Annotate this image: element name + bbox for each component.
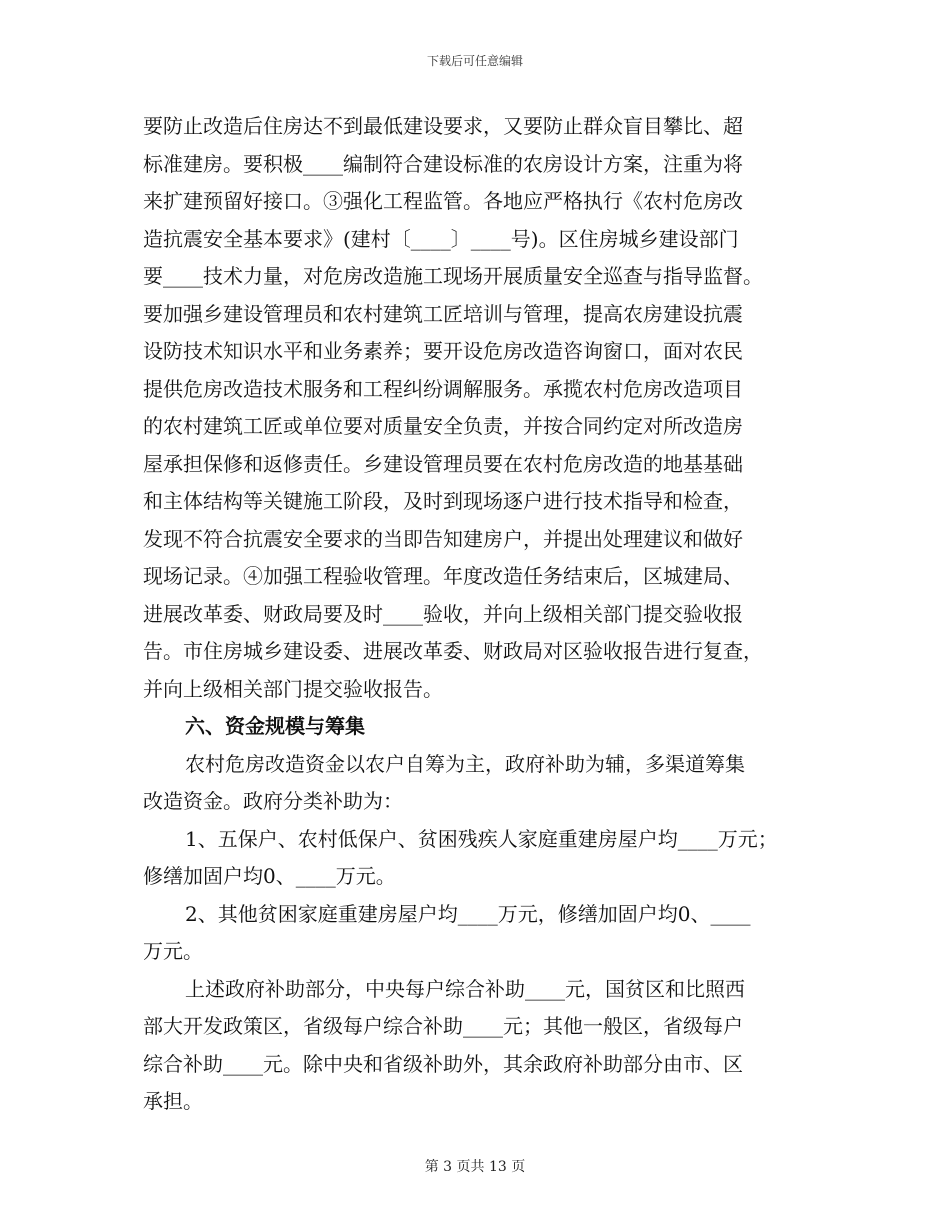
subsidy-paragraph-line: 承担。 xyxy=(143,1089,203,1113)
body-line: 要加强乡建设管理员和农村建筑工匠培训与管理，提高农房建设抗震 xyxy=(143,301,743,326)
body-line: 来扩建预留好接口。③强化工程监管。各地应严格执行《农村危房改 xyxy=(143,189,743,213)
page-number-footer: 第 3 页共 13 页 xyxy=(424,1159,526,1175)
body-line: 要防止改造后住房达不到最低建设要求，又要防止群众盲目攀比、超 xyxy=(143,114,743,138)
body-line: 告。市住房城乡建设委、进展改革委、财政局对区验收报告进行复查， xyxy=(143,639,763,663)
body-line: 现场记录。④加强工程验收管理。年度改造任务结束后，区城建局、 xyxy=(143,564,743,588)
body-line: 要____技术力量，对危房改造施工现场开展质量安全巡查与指导监督。 xyxy=(143,264,763,288)
subsidy-item-1-line: 修缮加固户均0、____万元。 xyxy=(143,864,396,888)
body-line: 标准建房。要积极____编制符合建设标准的农房设计方案，注重为将 xyxy=(143,151,743,176)
section-heading: 六、资金规模与筹集 xyxy=(185,714,365,738)
document-body xyxy=(143,108,815,1121)
body-line: 设防技术知识水平和业务素养；要开设危房改造咨询窗口，面对农民 xyxy=(143,339,743,363)
body-line: 屋承担保修和返修责任。乡建设管理员要在农村危房改造的地基基础 xyxy=(143,451,743,476)
subsidy-paragraph-line: 上述政府补助部分，中央每户综合补助____元，国贫区和比照西 xyxy=(185,976,745,1001)
funding-paragraph-line: 农村危房改造资金以农户自筹为主，政府补助为辅，多渠道筹集 xyxy=(185,751,745,776)
subsidy-paragraph-line: 综合补助____元。除中央和省级补助外，其余政府补助部分由市、区 xyxy=(143,1051,743,1076)
subsidy-item-2-line: 万元。 xyxy=(143,939,203,963)
body-line: 和主体结构等关键施工阶段，及时到现场逐户进行技术指导和检查， xyxy=(143,489,743,513)
body-line: 提供危房改造技术服务和工程纠纷调解服务。承揽农村危房改造项目 xyxy=(143,376,743,401)
page-header: 下载后可任意编辑 xyxy=(426,54,523,68)
body-line: 的农村建筑工匠或单位要对质量安全负责，并按合同约定对所改造房 xyxy=(143,414,743,438)
subsidy-item-2-line: 2、其他贫困家庭重建房屋户均____万元，修缮加固户均0、____ xyxy=(185,901,751,926)
body-line: 造抗震安全基本要求》(建村〔____〕____号)。区住房城乡建设部门 xyxy=(143,226,739,251)
funding-paragraph-line: 改造资金。政府分类补助为： xyxy=(143,789,403,813)
subsidy-item-1-line: 1、五保户、农村低保户、贫困残疾人家庭重建房屋户均____万元； xyxy=(185,826,778,851)
subsidy-paragraph-line: 部大开发政策区，省级每户综合补助____元；其他一般区，省级每户 xyxy=(143,1014,743,1038)
body-line: 并向上级相关部门提交验收报告。 xyxy=(143,676,443,701)
body-line: 进展改革委、财政局要及时____验收，并向上级相关部门提交验收报 xyxy=(143,601,743,626)
body-line: 发现不符合抗震安全要求的当即告知建房户，并提出处理建议和做好 xyxy=(143,526,743,551)
